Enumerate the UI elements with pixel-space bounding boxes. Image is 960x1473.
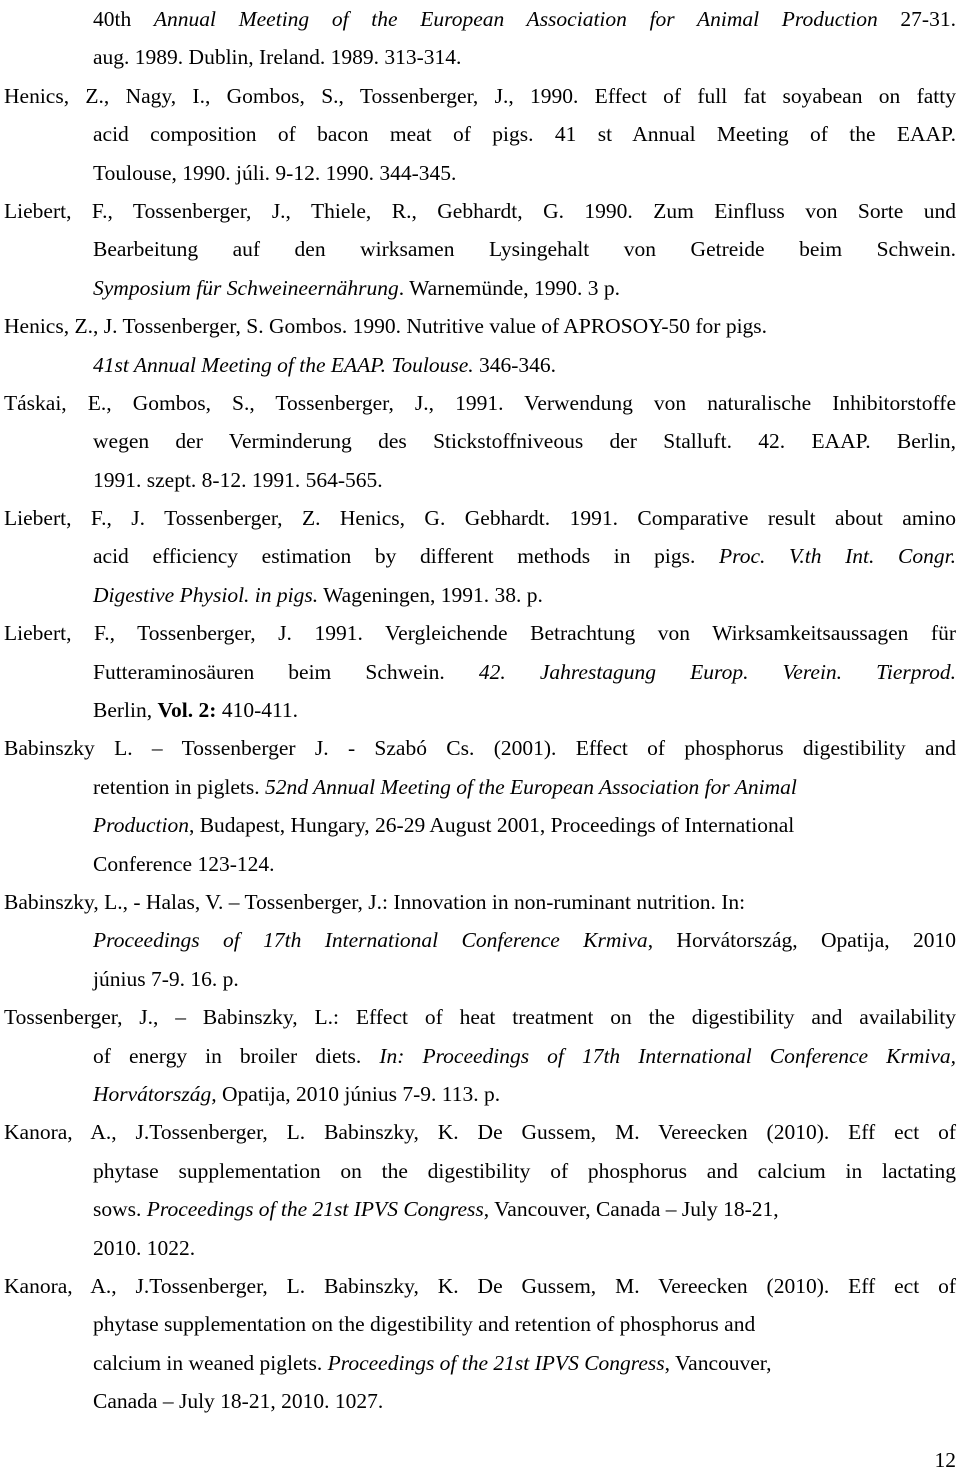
reference-text: Futteraminosäuren beim Schwein. xyxy=(93,659,479,684)
reference-line xyxy=(0,921,960,959)
reference-text: Opatija, 2010 június 7-9. 113. p. xyxy=(216,1081,501,1106)
reference-text: 346-346. xyxy=(473,352,557,377)
italic-text: Proc. V.th Int. Congr. xyxy=(719,544,956,569)
reference-text: . Warnemünde, 1990. 3 p. xyxy=(398,275,620,300)
reference-text: Liebert, F., Tossenberger, J. 1991. Vergleichende Betrachtung von Wirksamkeitsaussagen für xyxy=(4,621,956,646)
reference-text: Bearbeitung auf den wirksamen Lysingehalt von Getreide beim Schwein. xyxy=(93,237,956,262)
reference-line xyxy=(0,422,960,460)
reference-line xyxy=(0,0,960,38)
reference-line xyxy=(0,38,960,76)
reference-text: Babinszky L. – Tossenberger J. - Szabó Cs. (2001). Effect of phosphorus digestibility and xyxy=(4,736,956,761)
reference-text: Wageningen, 1991. 38. p. xyxy=(318,582,543,607)
reference-line xyxy=(0,576,960,614)
reference-text: 410-411. xyxy=(216,698,299,723)
reference-line xyxy=(0,998,960,1036)
reference-line xyxy=(0,1344,960,1382)
reference-entry xyxy=(0,0,960,77)
italic-text: Proceedings of 17th International Conference Krmiva xyxy=(93,928,648,953)
italic-text: Digestive Physiol. in pigs. xyxy=(93,582,319,607)
reference-line xyxy=(0,230,960,268)
reference-text: Henics, Z., Nagy, I., Gombos, S., Tossenberger, J., 1990. Effect of full fat soyabean on fatty xyxy=(4,83,956,108)
reference-text: acid efficiency estimation by different methods in pigs. xyxy=(93,544,720,569)
reference-entry xyxy=(0,614,960,729)
reference-text: phytase supplementation on the digestibility of phosphorus and calcium in lactating xyxy=(93,1158,956,1183)
italic-text: Symposium für Schweineernährung xyxy=(93,275,399,300)
reference-line xyxy=(0,115,960,153)
reference-line xyxy=(0,384,960,422)
italic-text: Horvátország, xyxy=(93,1081,217,1106)
reference-line xyxy=(0,461,960,499)
reference-text: calcium in weaned piglets. xyxy=(93,1350,328,1375)
reference-line xyxy=(0,1382,960,1420)
reference-line xyxy=(0,537,960,575)
reference-entry xyxy=(0,499,960,614)
reference-entry xyxy=(0,384,960,499)
reference-text: , Vancouver, Canada – July 18-21, xyxy=(483,1197,779,1222)
reference-line xyxy=(0,1267,960,1305)
reference-line xyxy=(0,960,960,998)
bold-text: Vol. 2: xyxy=(157,698,217,723)
reference-line xyxy=(0,1229,960,1267)
reference-line xyxy=(0,269,960,307)
reference-text: Conference 123-124. xyxy=(93,851,275,876)
reference-line xyxy=(0,1037,960,1075)
reference-line xyxy=(0,691,960,729)
reference-text: , Horvátország, Opatija, 2010 xyxy=(647,928,956,953)
reference-text: Canada – July 18-21, 2010. 1027. xyxy=(93,1389,384,1414)
reference-line xyxy=(0,768,960,806)
reference-text: sows. xyxy=(93,1197,147,1222)
reference-text: phytase supplementation on the digestibility and retention of phosphorus and xyxy=(93,1312,756,1337)
reference-text: Kanora, A., J.Tossenberger, L. Babinszky, K. De Gussem, M. Vereecken (2010). Eff ect of xyxy=(4,1273,956,1298)
reference-text: acid composition of bacon meat of pigs. 41 st Annual Meeting of the EAAP. xyxy=(93,122,956,147)
reference-entry xyxy=(0,998,960,1113)
reference-entry xyxy=(0,729,960,883)
reference-text: Liebert, F., Tossenberger, J., Thiele, R., Gebhardt, G. 1990. Zum Einfluss von Sorte und xyxy=(4,198,956,223)
reference-line xyxy=(0,1075,960,1113)
reference-line xyxy=(0,1305,960,1343)
reference-text: aug. 1989. Dublin, Ireland. 1989. 313-314. xyxy=(93,45,462,70)
reference-line xyxy=(0,1190,960,1228)
italic-text: 42. Jahrestagung Europ. Verein. Tierprod. xyxy=(478,659,956,684)
reference-entry xyxy=(0,1267,960,1421)
reference-line xyxy=(0,614,960,652)
italic-text: Proceedings of the 21st IPVS Congress xyxy=(327,1350,665,1375)
reference-line xyxy=(0,346,960,384)
reference-entry xyxy=(0,77,960,192)
reference-text: 27-31. xyxy=(877,7,956,31)
reference-line xyxy=(0,845,960,883)
italic-text: Proceedings of the 21st IPVS Congress xyxy=(146,1197,484,1222)
reference-line xyxy=(0,154,960,192)
reference-line xyxy=(0,77,960,115)
reference-text: , Budapest, Hungary, 26-29 August 2001, Proceedings of International xyxy=(188,813,795,838)
reference-line xyxy=(0,192,960,230)
italic-text: Annual Meeting of the European Association for Animal Production xyxy=(153,7,878,31)
reference-line xyxy=(0,806,960,844)
reference-entry xyxy=(0,883,960,998)
italic-text: Production xyxy=(93,813,189,838)
reference-text: Kanora, A., J.Tossenberger, L. Babinszky, K. De Gussem, M. Vereecken (2010). Eff ect of xyxy=(4,1120,956,1145)
reference-line xyxy=(0,1152,960,1190)
reference-text: Henics, Z., J. Tossenberger, S. Gombos. 1990. Nutritive value of APROSOY-50 for pigs. xyxy=(4,314,768,339)
reference-line xyxy=(0,729,960,767)
reference-text: Berlin, xyxy=(93,698,158,723)
reference-text: , Vancouver, xyxy=(664,1350,772,1375)
reference-text: Babinszky, L., - Halas, V. – Tossenberger, J.: Innovation in non-ruminant nutrition. In: xyxy=(4,889,746,914)
reference-line xyxy=(0,499,960,537)
reference-text: június 7-9. 16. p. xyxy=(93,966,239,991)
reference-text: retention in piglets. xyxy=(93,774,265,799)
italic-text: 52nd Annual Meeting of the European Association for Animal xyxy=(264,774,797,799)
reference-text: Liebert, F., J. Tossenberger, Z. Henics, G. Gebhardt. 1991. Comparative result about amino xyxy=(4,506,956,531)
reference-line xyxy=(0,1113,960,1151)
reference-line xyxy=(0,883,960,921)
page-number: 12 xyxy=(934,1448,956,1472)
reference-entry xyxy=(0,307,960,384)
reference-text: wegen der Verminderung des Stickstoffniveous der Stalluft. 42. EAAP. Berlin, xyxy=(93,429,956,454)
reference-text: 1991. szept. 8-12. 1991. 564-565. xyxy=(93,467,383,492)
reference-text: 2010. 1022. xyxy=(93,1235,196,1260)
reference-line xyxy=(0,307,960,345)
reference-line xyxy=(0,653,960,691)
reference-text: Tossenberger, J., – Babinszky, L.: Effect of heat treatment on the digestibility and availability xyxy=(4,1005,956,1030)
italic-text: In: Proceedings of 17th International Conference Krmiva, xyxy=(379,1043,956,1068)
reference-text: Táskai, E., Gombos, S., Tossenberger, J., 1991. Verwendung von naturalische Inhibitorstoffe xyxy=(4,390,956,415)
reference-entry xyxy=(0,1113,960,1267)
reference-text: Toulouse, 1990. júli. 9-12. 1990. 344-345. xyxy=(93,160,457,185)
reference-text: of energy in broiler diets. xyxy=(93,1043,380,1068)
reference-text: 40th xyxy=(93,7,154,31)
reference-entry xyxy=(0,192,960,307)
italic-text: 41st Annual Meeting of the EAAP. Toulouse. xyxy=(93,352,474,377)
